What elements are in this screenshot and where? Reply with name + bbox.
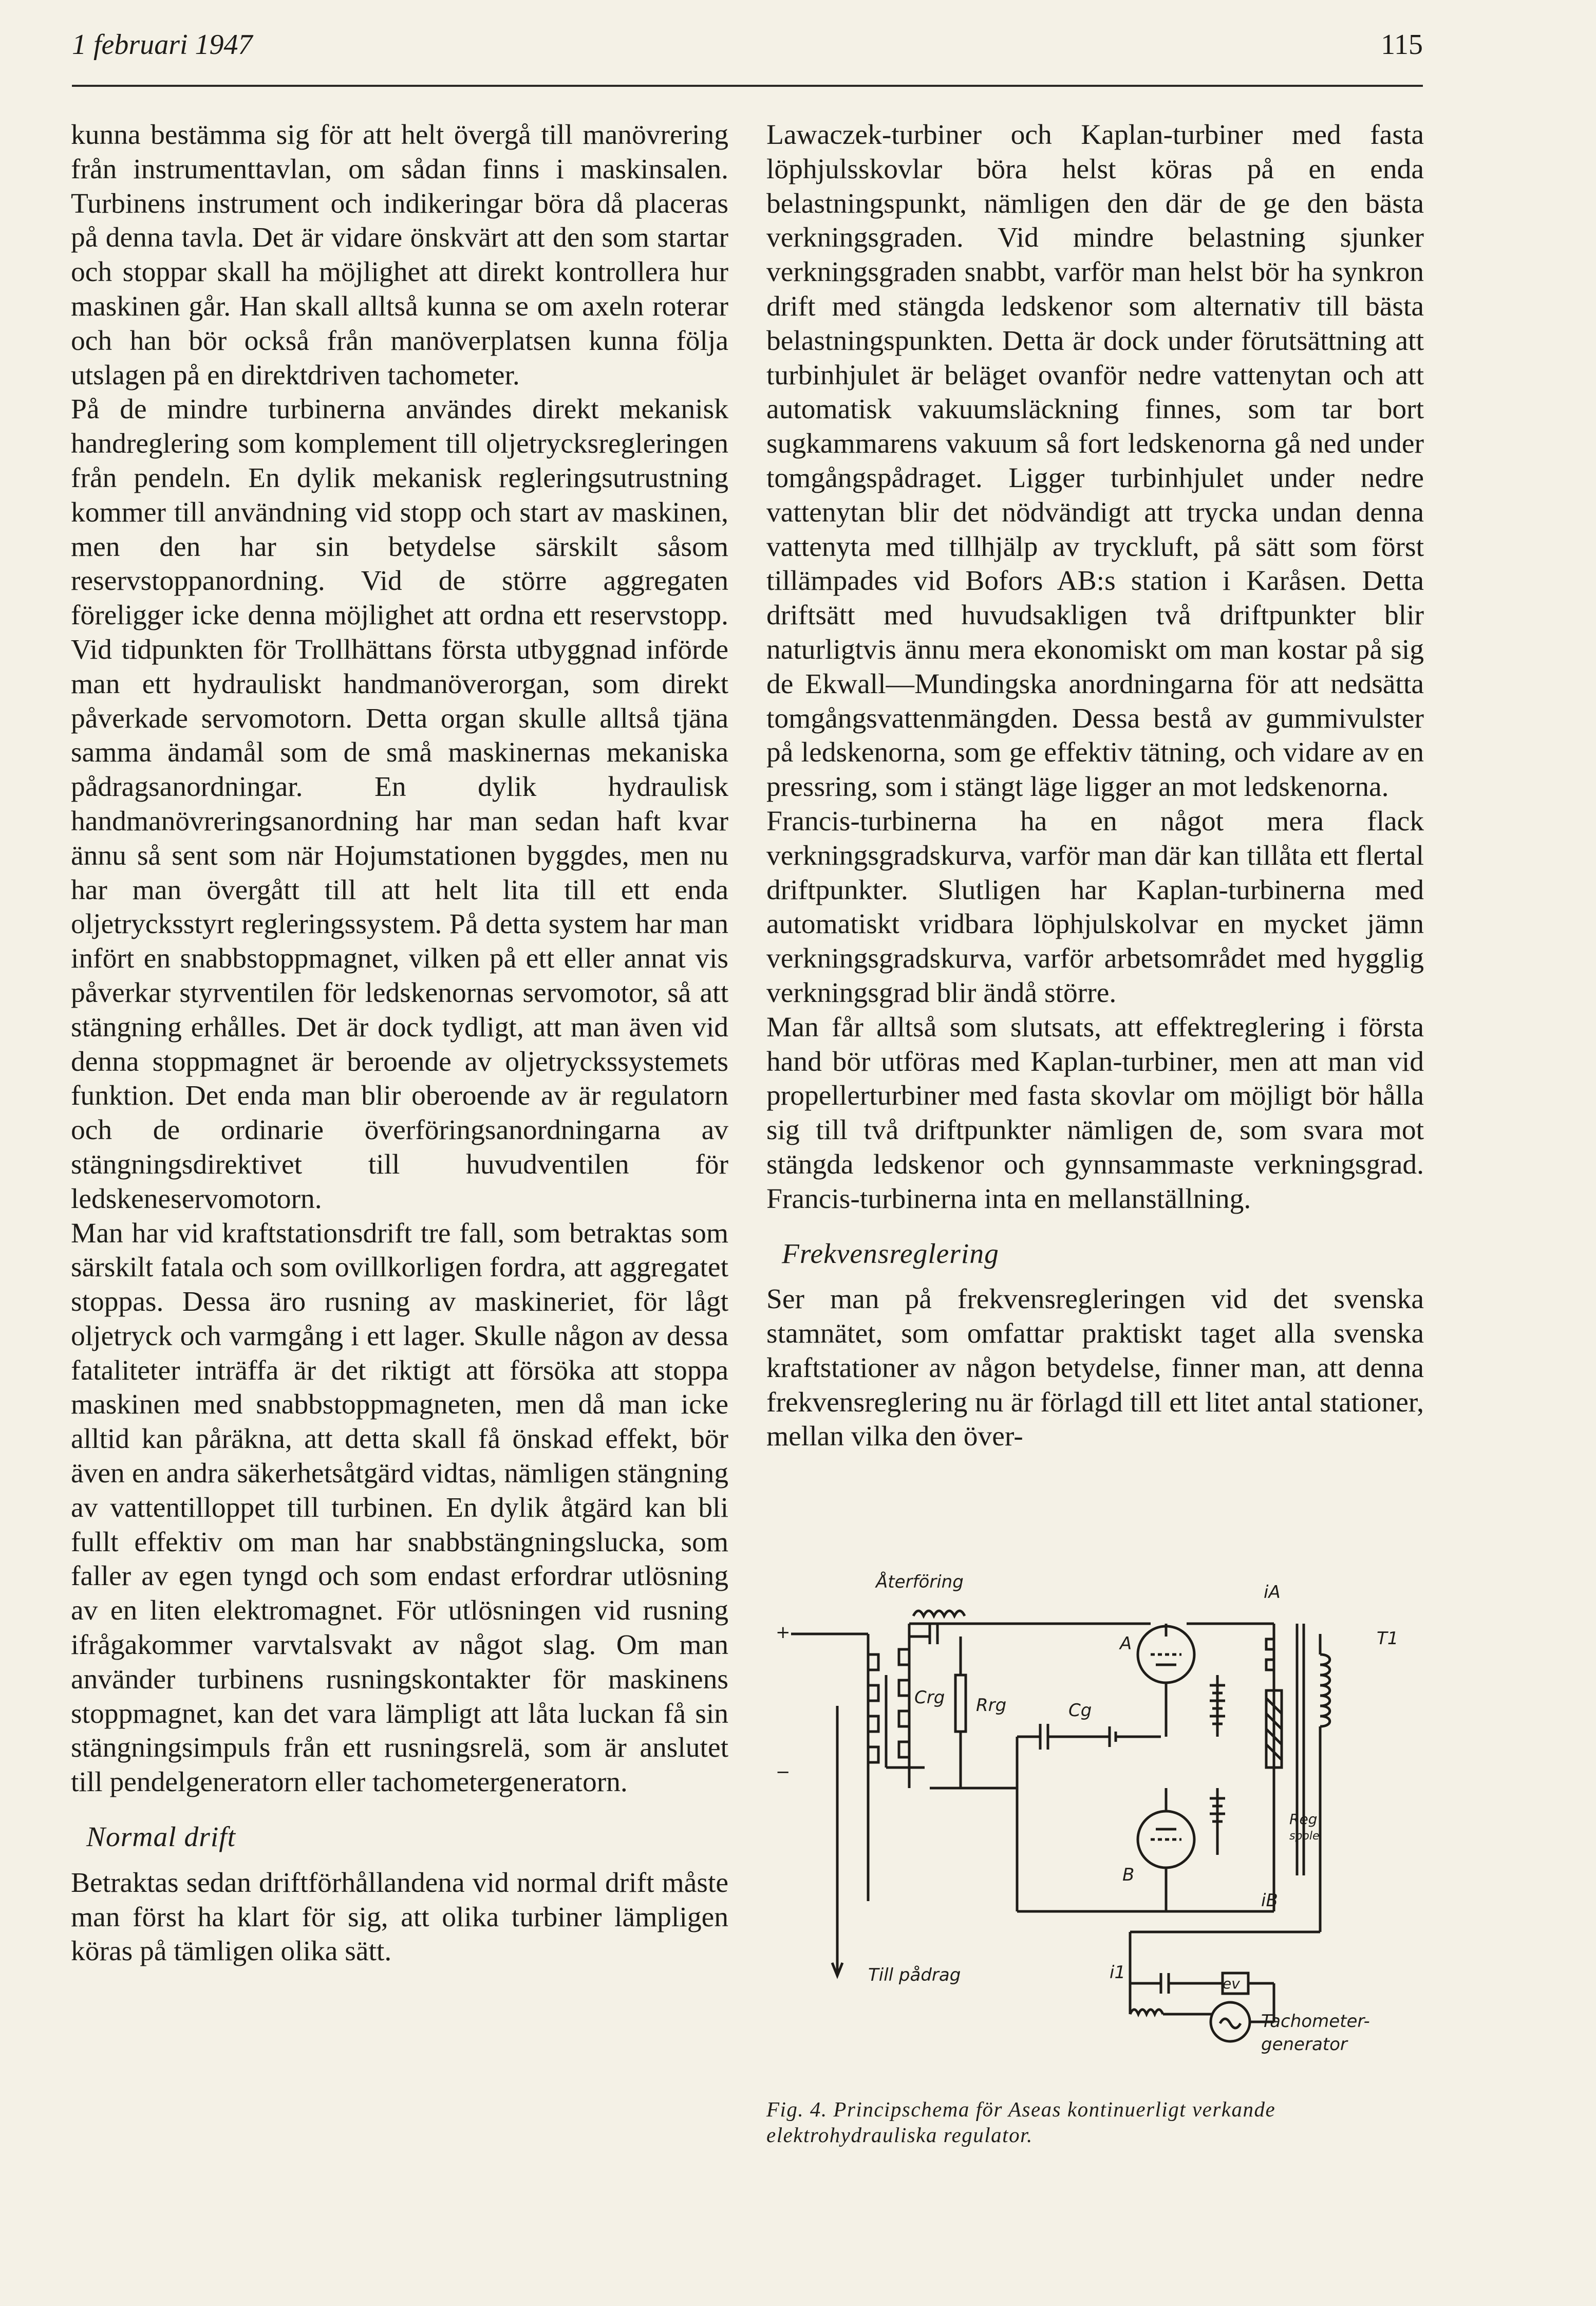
- section-heading-normal-drift: Normal drift: [86, 1821, 236, 1853]
- label-spole: spole: [1289, 1830, 1320, 1843]
- label-cg: Cg: [1068, 1700, 1092, 1721]
- label-till-padrag: Till pådrag: [868, 1965, 961, 1985]
- figure-caption: Fig. 4. Principschema för Aseas kontinuerligt verkande elektrohydrauliska regulator.: [766, 2097, 1276, 2147]
- label-ev: ev: [1223, 1975, 1240, 1992]
- label-aterforing: Återföring: [876, 1572, 964, 1592]
- paragraph: kunna bestämma sig för att helt övergå till manövrering från instrumenttavlan, om sådan finns i maskinsalen. Turbinens instrument och indikeringar böra då placeras på denna tavla. Det är vidare önskvärt att den som startar och stoppar skall ha möjlighet att direkt kontrollera hur maskinen går. Han skall alltså kunna se om axeln roterar och han bör också från manöverplatsen kunna följa utslagen på en direktdriven tachometer.: [71, 119, 728, 391]
- paragraph: Betraktas sedan driftförhållandena vid normal drift måste man först ha klart för sig, att olika turbiner lämpligen köras på tämligen olika sätt.: [71, 1867, 728, 1967]
- paragraph: Francis-turbinerna ha en något mera flack verkningsgradskurva, varför man där kan tillåta ett flertal driftpunkter. Slutligen har Kaplan-turbinerna med automatiskt vridbara löphjulskolvar en mycket jämn verkningsgradskurva, varför arbetsområdet med hygglig verkningsgrad blir ändå större.: [766, 805, 1424, 1009]
- paragraph: Ser man på frekvensregleringen vid det svenska stamnätet, som omfattar praktiskt taget alla svenska kraftstationer av någon betydelse, finner man, att denna frekvensreglering nu är förlagd till ett litet antal stationer, mellan vilka den över-: [766, 1284, 1424, 1453]
- label-ib: iB: [1261, 1890, 1278, 1911]
- label-tacho: Tachometer-: [1261, 2011, 1370, 2032]
- paragraph: Man får alltså som slutsats, att effektreglering i första hand bör utföras med Kaplan-turbiner, men att man vid propellerturbiner med fasta skovlar om möjligt bör hålla sig till två driftpunkter nämligen de, som svara mot stängda ledskenor och gynnsammaste verkningsgrad. Francis-turbinerna inta en mellanställning.: [766, 1011, 1424, 1215]
- paragraph: Man har vid kraftstationsdrift tre fall, som betraktas som särskilt fatala och som ovillkorligen fordra, att aggregatet stoppas. Dessa äro rusning av maskineriet, för lågt oljetryck och varmgång i ett lager. Skulle någon av dessa fataliteter inträffa är det riktigt att försöka att stoppa maskinen med snabbstoppmagneten, men då man icke alltid kan påräkna, att detta skall få önskad effekt, bör även en andra säkerhetsåtgärd vidtas, nämligen stängning av vattentilloppet till turbinen. En dylik åtgärd kan bli fullt effektiv om man har snabbstängningslucka, som faller av egen tyngd och som endast erfordrar utlösning av en liten elektromagnet. För utlösningen vid rusning ifrågakommer varvtalsvakt av något slag. Om man använder turbinens rusningskontakter för maskinens stoppmagnet, kan det vara lämpligt att låta luckan få sin stängningsimpuls från ett rusningsrelä, som är anslutet till pendelgeneratorn eller tachometergeneratorn.: [71, 1217, 728, 1798]
- label-tube-a: A: [1120, 1633, 1132, 1654]
- label-crg: Crg: [914, 1687, 945, 1708]
- label-rrg: Rrg: [976, 1695, 1007, 1716]
- label-tube-b: B: [1122, 1865, 1135, 1885]
- page-header: [72, 28, 1423, 87]
- left-column: [71, 118, 728, 1969]
- paragraph: Lawaczek-turbiner och Kaplan-turbiner med fasta löphjulsskovlar böra helst köras på en enda belastningspunkt, nämligen den där de ge den bästa verkningsgraden. Vid mindre belastning sjunker verkningsgraden snabbt, varför man helst bör ha synkron drift med stängda ledskenor som alternativ till bästa belastningspunkten. Detta är dock under förutsättning att turbinhjulet är beläget ovanför nedre vattenytan och att automatisk vakuumsläckning finnes, som tar bort sugkammarens vakuum så fort ledskenorna gå ned under tomgångspådraget. Ligger turbinhjulet under nedre vattenytan blir det nödvändigt att trycka undan denna vattenyta med tillhjälp av tryckluft, på sätt som först tillämpades vid Bofors AB:s station i Karåsen. Detta driftsätt med huvudsakligen två driftpunkter blir naturligtvis ännu mera ekonomiskt om man kostar på sig de Ekwall—Mundingska anordningarna för att nedsätta tomgångsvattenmängden. Dessa bestå av gummivulster på ledskenorna, som ge effektiv tätning, och vidare av en pressring, som i stängt läge ligger an mot ledskenorna.: [766, 119, 1424, 803]
- right-column: [766, 118, 1424, 1454]
- label-t1: T1: [1377, 1628, 1399, 1649]
- label-generator: generator: [1261, 2034, 1347, 2055]
- label-reg: Reg: [1289, 1811, 1318, 1828]
- paragraph: På de mindre turbinerna användes direkt mekanisk handreglering som komplement till oljetrycksregleringen från pendeln. En dylik mekanisk regleringsutrustning kommer till användning vid stopp och start av maskinen, men den har sin betydelse särskilt såsom reservstoppanordning. Vid de större aggregaten föreligger icke denna möjlighet att ordna ett reservstopp. Vid tidpunkten för Trollhättans första utbyggnad införde man ett hydrauliskt handmanöverorgan, som direkt påverkade servomotorn. Detta organ skulle alltså tjäna samma ändamål som de små maskinernas mekaniska pådragsanordningar. En dylik hydraulisk handmanövreringsanordning har man sedan haft kvar ännu så sent som när Hojumstationen byggdes, men nu har man övergått till att helt lita till ett enda oljetrycksstyrt regleringssystem. På detta system har man infört en snabbstoppmagnet, vilken på ett eller annat vis påverkar styrventilen för ledskenornas servomotor, så att stängning erhålles. Det är dock tydligt, att man även vid denna stoppmagnet är beroende av oljetryckssystemets funktion. Det enda man blir oberoende av är regulatorn och de ordinarie överföringsanordningarna av stängningsdirektivet till huvudventilen för ledskeneservomotorn.: [71, 394, 728, 1215]
- label-i1: i1: [1110, 1962, 1126, 1983]
- regulator-circuit-diagram: [760, 1521, 1438, 2055]
- issue-date: 1 februari 1947: [72, 29, 253, 61]
- label-ia: iA: [1264, 1582, 1281, 1603]
- label-minus: −: [776, 1762, 791, 1782]
- section-heading-frekvensreglering: Frekvensreglering: [782, 1238, 999, 1270]
- label-plus: +: [776, 1622, 791, 1643]
- page-number: 115: [1381, 29, 1423, 61]
